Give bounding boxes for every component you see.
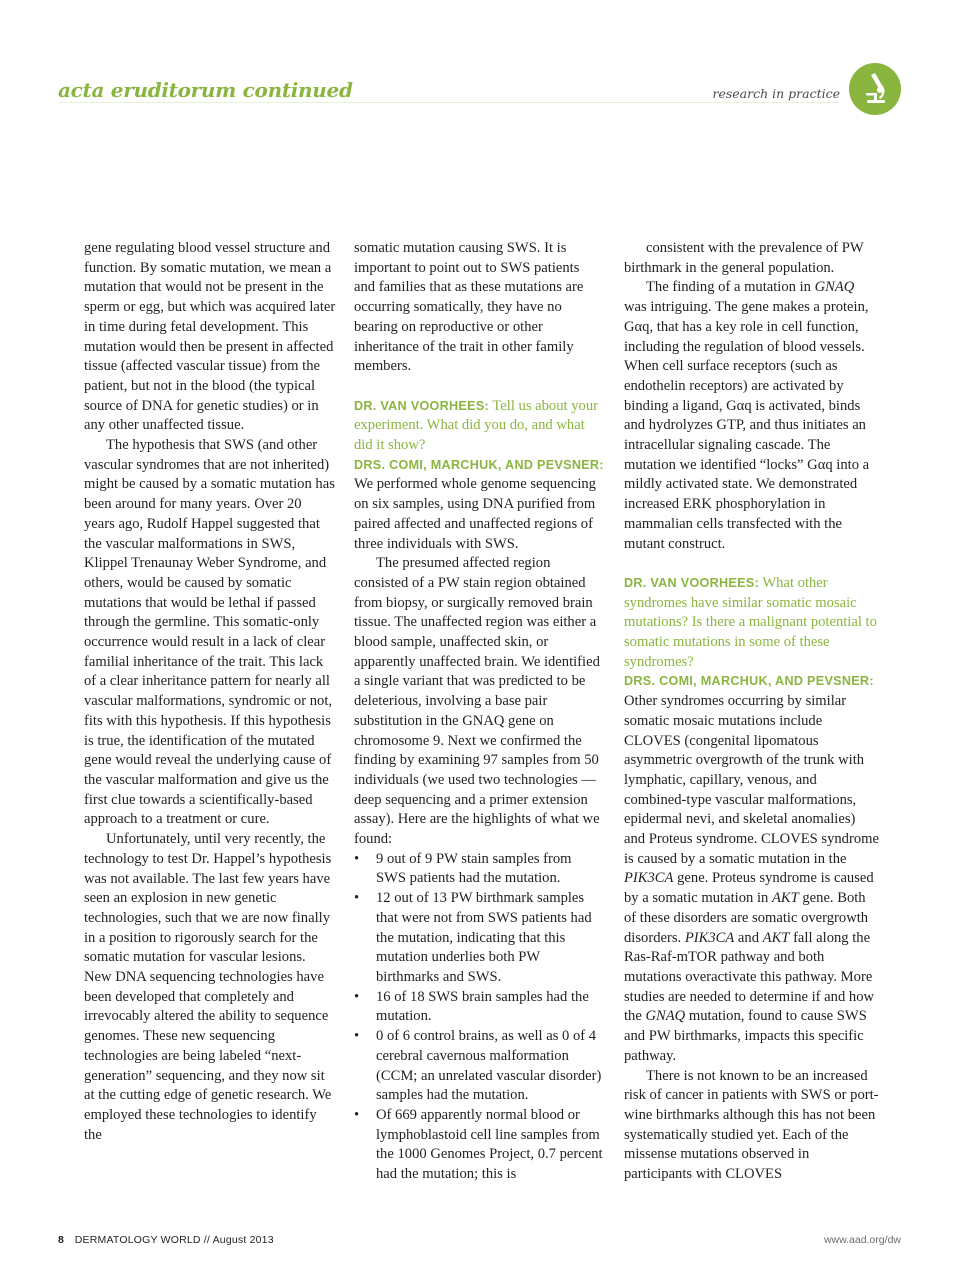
paragraph: The presumed affected region consisted of a PW stain region obtained from biopsy, or surgically removed brain tissue. The unaffected region was either a blood sample, unaffected skin, or apparently unaffected brain. We identified a single variant that was predicted to be deleterious, involving a base pair substitution in the GNAQ gene on chromosome 9. Next we confirmed the finding by examining 97 samples from 50 individuals (we used two technologies — deep sequencing and a primer extension assay). Here are the highlights of what we found: [354,555,600,848]
interview-answer [624,672,880,1066]
paragraph: Unfortunately, until very recently, the technology to test Dr. Happel’s hypothesis was not available. The last few years have seen an explosion in new genetic technologies, such that we are now finally in a position to rigorously search for the somatic mutation for vascular lesions. New DNA sequencing technologies have been developed that completely and irrevocably altered the ability to sequence genomes. These new sequencing technologies are being labeled “next-generation” sequencing, and they now sit at the cutting edge of genetic research. We employed these technologies to identify the [84,831,332,1143]
question-speaker: DR. VAN VOORHEES: [624,575,760,590]
gene-name: GNAQ [645,1008,686,1025]
gene-name: PIK3CA [684,929,735,946]
gene-name: AKT [762,929,790,946]
microscope-icon [849,63,901,115]
list-item: • 16 of 18 SWS brain samples had the mutation. [354,988,604,1027]
paragraph [624,278,880,554]
text-run: fall along the Ras-Raf-mTOR pathway and both mutations overactivate this pathway. More studies are needed to determine if and how the [624,929,875,1025]
magazine-issue: DERMATOLOGY WORLD // August 2013 [74,1234,274,1246]
text-run: mutation, found to cause SWS and PW birthmarks, impacts this specific pathway. [624,1008,867,1064]
list-item: • 9 out of 9 PW stain samples from SWS patients had the mutation. [354,850,604,889]
header-rule [58,102,838,103]
paragraph: consistent with the prevalence of PW birthmark in the general population. [624,240,864,276]
interview-question [624,574,880,673]
list-item: • Of 669 apparently normal blood or lymphoblastoid cell line samples from the 1000 Genomes Project, 0.7 percent had the mutation; this is [354,1106,604,1185]
text-run: was intriguing. The gene makes a protein, Gαq, that has a key role in cell function, including the regulation of blood vessels. When cell surface receptors (such as endothelin receptors) are activated by binding a ligand, Gαq is activated, binds and hydrolyzes GTP, and thus initiates an intracellular signaling cascade. The mutation we identified “locks” Gαq into a mildly activated state. We demonstrated increased ERK phosphorylation in mammalian cells transfected with the mutant construct. [624,299,870,552]
paragraph: The hypothesis that SWS (and other vascular syndromes that are not inherited) might be caused by a somatic mutation has been around for many years. Over 20 years ago, Rudolf Happel suggested that the vascular malformations in SWS, Klippel Trenaunay Weber Syndrome, and others, would be caused by somatic mutations that would be lethal if passed through the germline. This somatic-only occurrence would result in a lack of clear familial inheritance of the trait. This lack of a clear inheritance pattern for nearly all vascular malformations, syndromic or not, fits with this hypothesis. If this hypothesis is true, the identification of the mutated gene would reveal the underlying cause of the vascular malformation and give us the first clue towards a scientifically-based approach to a treatment or cure. [84,437,335,828]
text-run: and [734,929,763,946]
question-text: Tell us about your experiment. What did you do, and what did it show? [354,397,598,454]
article-column-1 [84,239,336,1145]
paragraph: gene regulating blood vessel structure and function. By somatic mutation, we mean a mutation that would not be present in the sperm or egg, but which was acquired later in time during fetal development. This mutation would then be present in affected tissue (affected vascular tissue) from the patient, but not in the blood (the typical source of DNA for genetic studies) or in any other unaffected tissue. [84,240,336,434]
section-label: research in practice [712,86,840,101]
text-run: The finding of a mutation in [646,279,815,296]
interview-answer [354,456,604,555]
question-speaker: DR. VAN VOORHEES: [354,398,490,413]
text-run: Other syndromes occurring by similar somatic mosaic mutations include CLOVES (congenital lipomatous asymmetric overgrowth of the trunk with lymphatic, capillary, venous, and combined-type vascular malformations, epidermal nevi, and skeletal anomalies) and Proteus syndrome. CLOVES syndrome is caused by a somatic mutation in the [624,693,879,867]
paragraph: There is not known to be an increased risk of cancer in patients with SWS or port-wine birthmarks although this has not been systematically studied yet. Each of the missense mutations observed in participants with CLOVES [624,1067,879,1183]
footer-url[interactable]: www.aad.org/dw [823,1234,901,1246]
section-title: acta eruditorum continued [58,78,353,102]
footer-left [58,1234,274,1246]
section-badge [849,63,901,115]
question-text: What other syndromes have similar somatic mosaic mutations? Is there a malignant potential to somatic mutations in some of these syndromes? [624,574,877,670]
text-run: gene. Both of these disorders are somatic overgrowth disorders. [624,890,869,946]
text-run: gene. Proteus syndrome is caused by a somatic mutation in [624,870,874,907]
article-column-3 [624,239,880,1185]
gene-name: PIK3CA [624,870,674,887]
list-item: • 0 of 6 control brains, as well as 0 of 4 cerebral cavernous malformation (CCM; an unrelated vascular disorder) samples had the mutation. [354,1027,604,1106]
interview-question [354,397,604,456]
list-item: • 12 out of 13 PW birthmark samples that were not from SWS patients had the mutation, indicating that this mutation underlies both PW birthmarks and SWS. [354,889,604,988]
gene-name: AKT [771,890,799,907]
answer-speaker: DRS. COMI, MARCHUK, AND PEVSNER: [624,674,874,689]
page-number: 8 [58,1234,64,1246]
findings-list [354,850,604,1185]
answer-text: We performed whole genome sequencing on six samples, using DNA purified from paired affected and unaffected regions of three individuals with SWS. [354,476,596,552]
article-column-2 [354,239,604,1185]
paragraph: somatic mutation causing SWS. It is important to point out to SWS patients and families that as these mutations are occurring somatically, they have no bearing on reproductive or other inheritance of the trait in other family members. [354,240,584,375]
gene-name: GNAQ [814,279,855,296]
answer-speaker: DRS. COMI, MARCHUK, AND PEVSNER: [354,457,604,472]
